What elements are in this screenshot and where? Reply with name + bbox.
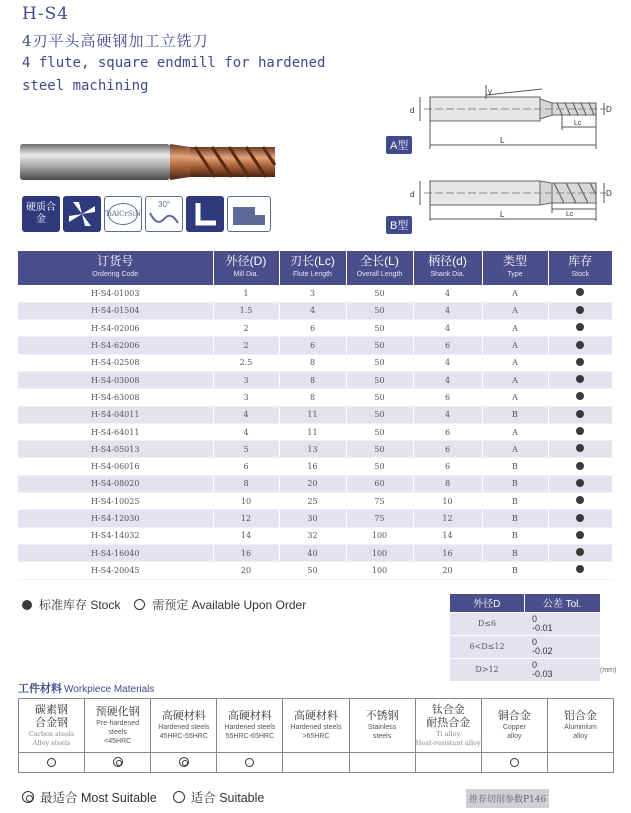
- table-cell: 10: [213, 493, 279, 510]
- stock-cell: [548, 302, 612, 319]
- suitability-cell: [85, 753, 151, 773]
- table-cell: H-S4-03008: [18, 371, 213, 388]
- table-cell: 6: [213, 458, 279, 475]
- material-name-cn: 高硬材料: [161, 710, 206, 722]
- col-shank-dia: [413, 251, 482, 285]
- table-cell: H-S4-08020: [18, 475, 213, 492]
- table-cell: 6: [413, 441, 482, 458]
- four-flute-icon: [63, 196, 101, 232]
- material-name-en: Ti alloy: [436, 729, 461, 738]
- material-name-en: Copper: [502, 724, 526, 731]
- col-cn: 订货号: [97, 254, 134, 268]
- table-cell: H-S4-12030: [18, 510, 213, 527]
- tolerance-table-body: [450, 612, 600, 681]
- table-cell: 75: [346, 510, 413, 527]
- stock-order-label: 需预定 Available Upon Order: [152, 598, 307, 612]
- material-name-en: Carbon steels: [28, 729, 75, 738]
- material-cell: [85, 699, 151, 753]
- most-suitable-icon: [22, 791, 34, 803]
- table-cell: 2: [213, 320, 279, 337]
- type-a-tag: A型: [386, 136, 412, 154]
- table-cell: B: [482, 475, 548, 492]
- table-cell: H-S4-01504: [18, 302, 213, 319]
- material-name-en: Hardened steels: [290, 724, 342, 731]
- dim-L-b: L: [500, 210, 505, 219]
- suitable-icon: [47, 758, 56, 767]
- table-cell: 20: [279, 475, 346, 492]
- table-cell: H-S4-02508: [18, 354, 213, 371]
- col-mill-dia: [213, 251, 279, 285]
- stock-cell: [548, 320, 612, 337]
- dim-Lc-b: Lc: [566, 211, 574, 218]
- tolerance-row: [450, 635, 600, 658]
- ordering-table-body: [18, 285, 612, 579]
- drawing-type-b: [402, 173, 617, 225]
- tolerance-upper: 0: [532, 613, 538, 624]
- table-row: [18, 423, 612, 440]
- dim-D-a: D: [606, 105, 612, 114]
- stock-cell: [548, 371, 612, 388]
- table-cell: 16: [413, 544, 482, 561]
- table-cell: 1.5: [213, 302, 279, 319]
- material-name-en: >65HRC: [302, 733, 330, 740]
- table-cell: 16: [279, 458, 346, 475]
- suitability-legend: [22, 788, 264, 806]
- tolerance-value: [524, 612, 600, 635]
- stock-dot-icon: [576, 427, 584, 435]
- col-cn: 类型: [502, 254, 527, 268]
- suitable-icon: [245, 758, 254, 767]
- table-cell: 14: [213, 527, 279, 544]
- table-cell: 5: [213, 441, 279, 458]
- drawing-type-a: [402, 85, 617, 155]
- stock-cell: [548, 544, 612, 561]
- table-cell: 50: [346, 285, 413, 302]
- table-row: [18, 389, 612, 406]
- table-cell: 6: [279, 337, 346, 354]
- col-flute-length: [279, 251, 346, 285]
- suitability-cell: [217, 753, 283, 773]
- table-row: [18, 562, 612, 579]
- table-row: [18, 285, 612, 302]
- stock-cell: [548, 337, 612, 354]
- dim-L-a: L: [500, 136, 505, 145]
- stock-dot-icon: [576, 514, 584, 522]
- material-name-en: Stainless: [367, 724, 397, 731]
- table-cell: 3: [279, 285, 346, 302]
- suitability-cell: [415, 753, 481, 773]
- table-cell: 75: [346, 493, 413, 510]
- product-title-en: 4 flute, square endmill for hardened steel machining: [22, 55, 326, 94]
- tolerance-value: [524, 635, 600, 658]
- table-row: [18, 406, 612, 423]
- table-cell: H-S4-63008: [18, 389, 213, 406]
- material-cell: [217, 699, 283, 753]
- stock-dot-icon: [576, 375, 584, 383]
- table-cell: 50: [346, 458, 413, 475]
- table-cell: 50: [346, 441, 413, 458]
- stock-cell: [548, 406, 612, 423]
- table-cell: 50: [346, 406, 413, 423]
- col-cn: 外径(D): [225, 254, 267, 268]
- stock-dot-icon: [576, 288, 584, 296]
- ordering-table-header: [18, 251, 612, 285]
- workpiece-table: [18, 698, 614, 773]
- table-cell: H-S4-05013: [18, 441, 213, 458]
- table-cell: H-S4-64011: [18, 423, 213, 440]
- suitability-cell: [19, 753, 85, 773]
- suitability-cell: [547, 753, 613, 773]
- material-name-en: alloy: [573, 733, 588, 740]
- table-cell: 4: [213, 406, 279, 423]
- stock-cell: [548, 389, 612, 406]
- table-cell: H-S4-20045: [18, 562, 213, 579]
- endmill-photo: [20, 138, 278, 186]
- stock-cell: [548, 354, 612, 371]
- stock-dot-icon: [576, 565, 584, 573]
- table-cell: A: [482, 337, 548, 354]
- table-cell: 14: [413, 527, 482, 544]
- table-cell: 11: [279, 423, 346, 440]
- material-name-en: alloy: [507, 733, 522, 740]
- helix-angle-icon: [145, 196, 183, 232]
- col-cn: 刃长(Lc): [290, 254, 335, 268]
- stock-cell: [548, 423, 612, 440]
- stock-legend: [22, 596, 306, 613]
- table-cell: 8: [279, 371, 346, 388]
- suitability-cell: [481, 753, 547, 773]
- table-row: [18, 354, 612, 371]
- table-row: [18, 527, 612, 544]
- table-cell: H-S4-01003: [18, 285, 213, 302]
- table-cell: 12: [213, 510, 279, 527]
- table-cell: A: [482, 320, 548, 337]
- stock-standard-label: 标准库存 Stock: [39, 598, 121, 612]
- tolerance-table: [450, 594, 601, 681]
- coating-icon-label: TiAlCrSiN: [104, 210, 142, 218]
- table-cell: 6: [413, 389, 482, 406]
- feature-icons: [22, 196, 271, 232]
- table-cell: 13: [279, 441, 346, 458]
- stock-dot-icon: [576, 341, 584, 349]
- table-cell: A: [482, 423, 548, 440]
- col-en: Overall Length: [356, 271, 403, 278]
- table-cell: 2: [213, 337, 279, 354]
- hardened-alloy-icon: 硬质合金: [22, 196, 60, 232]
- table-cell: 8: [413, 475, 482, 492]
- table-cell: A: [482, 441, 548, 458]
- stock-cell: [548, 527, 612, 544]
- tolerance-upper: 0: [532, 636, 538, 647]
- material-cell: [415, 699, 481, 753]
- table-cell: 1: [213, 285, 279, 302]
- stock-cell: [548, 458, 612, 475]
- material-cell: [283, 699, 349, 753]
- material-name-en: <45HRC: [104, 737, 132, 745]
- material-name-cn: 预硬化钢: [95, 705, 140, 718]
- table-cell: 60: [346, 475, 413, 492]
- stock-cell: [548, 562, 612, 579]
- table-cell: A: [482, 389, 548, 406]
- table-cell: 20: [213, 562, 279, 579]
- stock-cell: [548, 475, 612, 492]
- table-cell: A: [482, 302, 548, 319]
- material-name-cn: 合金钢: [35, 716, 69, 729]
- material-name-cn: 耐热合金: [426, 716, 471, 729]
- table-cell: 12: [413, 510, 482, 527]
- tolerance-lower: -0.01: [532, 622, 553, 633]
- dim-d-b: d: [410, 190, 415, 199]
- table-cell: H-S4-02006: [18, 320, 213, 337]
- table-row: [18, 510, 612, 527]
- material-name-cn: 钛合金: [431, 703, 465, 716]
- material-cell: [349, 699, 415, 753]
- tol-col-dia: 外径D: [450, 594, 524, 612]
- table-cell: 50: [346, 371, 413, 388]
- table-cell: A: [482, 354, 548, 371]
- unit-label: (mm): [600, 667, 617, 674]
- col-en: Shank Dia.: [430, 271, 465, 278]
- col-type: [482, 251, 548, 285]
- most-suitable-icon: [113, 757, 123, 767]
- tolerance-lower: -0.02: [532, 645, 553, 656]
- table-cell: 4: [413, 302, 482, 319]
- table-cell: B: [482, 493, 548, 510]
- table-cell: B: [482, 458, 548, 475]
- table-cell: 2.5: [213, 354, 279, 371]
- table-cell: A: [482, 285, 548, 302]
- table-cell: 50: [346, 354, 413, 371]
- table-row: [18, 320, 612, 337]
- table-row: [18, 371, 612, 388]
- tolerance-row: [450, 612, 600, 635]
- material-cell: [19, 699, 85, 753]
- col-cn: 柄径(d): [428, 254, 467, 268]
- stock-dot-icon: [576, 323, 584, 331]
- material-cell: [151, 699, 217, 753]
- product-title-cn: 4刃平头高硬钢加工立铣刀: [22, 32, 209, 50]
- table-cell: 30: [279, 510, 346, 527]
- tolerance-upper: 0: [532, 659, 538, 670]
- table-cell: 100: [346, 562, 413, 579]
- dim-D-b: D: [606, 189, 612, 198]
- col-en: Type: [507, 271, 523, 278]
- material-name-en: 45HRC-55HRC: [159, 733, 208, 740]
- table-cell: 50: [346, 337, 413, 354]
- table-cell: 4: [413, 354, 482, 371]
- coating-icon: [104, 196, 142, 232]
- table-row: [18, 544, 612, 561]
- material-name-en: steels: [108, 728, 127, 736]
- table-row: [18, 337, 612, 354]
- col-cn: 全长(L): [360, 254, 399, 268]
- material-name-cn: 铝合金: [563, 710, 597, 722]
- material-name-cn: 高硬材料: [227, 710, 272, 722]
- stock-dot-icon: [576, 410, 584, 418]
- table-cell: 50: [346, 302, 413, 319]
- table-row: [18, 493, 612, 510]
- stock-dot-icon: [22, 600, 32, 610]
- material-name-en: Alloy steels: [32, 738, 71, 747]
- suitable-icon: [173, 791, 185, 803]
- table-cell: 3: [213, 389, 279, 406]
- table-cell: 6: [413, 337, 482, 354]
- table-cell: H-S4-62006: [18, 337, 213, 354]
- col-en: Ordering Code: [92, 271, 139, 278]
- table-cell: 25: [279, 493, 346, 510]
- table-cell: 6: [413, 423, 482, 440]
- table-row: [18, 441, 612, 458]
- material-name-cn: 碳素钢: [35, 703, 69, 716]
- stock-dot-icon: [576, 444, 584, 452]
- type-b-tag: B型: [386, 216, 412, 234]
- table-cell: 40: [279, 544, 346, 561]
- table-cell: H-S4-04011: [18, 406, 213, 423]
- material-cell: [547, 699, 613, 753]
- suitability-cell: [283, 753, 349, 773]
- stock-cell: [548, 510, 612, 527]
- suitability-cell: [349, 753, 415, 773]
- material-name-en: 55HRC-65HRC: [225, 733, 274, 740]
- table-cell: B: [482, 544, 548, 561]
- col-en: Flute Length: [293, 271, 332, 278]
- table-cell: H-S4-06016: [18, 458, 213, 475]
- tolerance-range: D≤6: [450, 612, 524, 635]
- most-suitable-label: 最适合 Most Suitable: [40, 791, 157, 805]
- table-cell: B: [482, 527, 548, 544]
- material-name-en: Aluminium: [564, 724, 597, 731]
- suitability-cell: [151, 753, 217, 773]
- table-cell: 4: [413, 285, 482, 302]
- table-cell: B: [482, 510, 548, 527]
- table-cell: 100: [346, 527, 413, 544]
- most-suitable-icon: [179, 757, 189, 767]
- suitable-icon: [510, 758, 519, 767]
- stock-cell: [548, 441, 612, 458]
- material-name-en: Pre-hardened: [96, 719, 140, 727]
- workpiece-suitability-row: [19, 753, 614, 773]
- col-en: Mill Dia.: [233, 271, 259, 278]
- tolerance-value: [524, 658, 600, 681]
- square-end-icon: [186, 196, 224, 232]
- tolerance-range: D>12: [450, 658, 524, 681]
- col-en: Stock: [571, 271, 589, 278]
- table-cell: 8: [279, 354, 346, 371]
- dim-gamma-a: γ: [488, 87, 492, 96]
- stock-dot-icon: [576, 479, 584, 487]
- material-name-en: steels: [372, 733, 392, 740]
- table-cell: 8: [279, 389, 346, 406]
- material-cell: [481, 699, 547, 753]
- stock-cell: [548, 493, 612, 510]
- table-cell: 32: [279, 527, 346, 544]
- table-cell: H-S4-10025: [18, 493, 213, 510]
- material-name-cn: 铜合金: [497, 710, 531, 722]
- order-circle-icon: [134, 599, 145, 610]
- table-cell: 50: [346, 389, 413, 406]
- table-cell: 4: [279, 302, 346, 319]
- table-row: [18, 458, 612, 475]
- tolerance-lower: -0.03: [532, 668, 553, 679]
- table-cell: 3: [213, 371, 279, 388]
- col-overall-length: [346, 251, 413, 285]
- dim-Lc-a: Lc: [574, 120, 582, 127]
- table-cell: 50: [346, 320, 413, 337]
- table-cell: 50: [346, 423, 413, 440]
- workpiece-title: [18, 680, 154, 696]
- table-cell: H-S4-16040: [18, 544, 213, 561]
- table-cell: 11: [279, 406, 346, 423]
- stock-dot-icon: [576, 358, 584, 366]
- workpiece-materials-row: [19, 699, 614, 753]
- table-cell: 6: [413, 458, 482, 475]
- cutting-params-reference: 推荐切削参数P146: [466, 789, 549, 808]
- col-cn: 库存: [568, 254, 593, 268]
- table-cell: H-S4-14032: [18, 527, 213, 544]
- helix-angle-label: 30°: [158, 200, 171, 209]
- table-cell: 4: [413, 371, 482, 388]
- table-cell: 16: [213, 544, 279, 561]
- table-row: [18, 475, 612, 492]
- table-cell: B: [482, 562, 548, 579]
- table-row: [18, 302, 612, 319]
- workpiece-title-cn: 工件材料: [18, 683, 62, 695]
- stock-dot-icon: [576, 306, 584, 314]
- dim-d-a: d: [410, 106, 415, 115]
- table-cell: B: [482, 406, 548, 423]
- tolerance-range: 6<D≤12: [450, 635, 524, 658]
- material-name-en: Hardened steels: [158, 724, 210, 731]
- table-cell: 100: [346, 544, 413, 561]
- material-name-en: Heat-resistant alloy: [415, 738, 481, 747]
- col-ordering-code: [18, 251, 213, 285]
- table-cell: 4: [413, 320, 482, 337]
- table-cell: 20: [413, 562, 482, 579]
- table-cell: A: [482, 371, 548, 388]
- product-code: H-S4: [22, 4, 70, 24]
- stock-dot-icon: [576, 392, 584, 400]
- flat-shank-icon: [227, 196, 271, 232]
- table-cell: 50: [279, 562, 346, 579]
- table-cell: 6: [279, 320, 346, 337]
- table-cell: 4: [413, 406, 482, 423]
- stock-dot-icon: [576, 496, 584, 504]
- ordering-table: [18, 251, 613, 580]
- material-name-en: Hardened steels: [224, 724, 276, 731]
- table-cell: 4: [213, 423, 279, 440]
- stock-dot-icon: [576, 531, 584, 539]
- tolerance-row: [450, 658, 600, 681]
- stock-cell: [548, 285, 612, 302]
- material-name-cn: 不锈钢: [365, 710, 399, 722]
- workpiece-title-en: Workpiece Materials: [64, 684, 155, 695]
- material-name-cn: 高硬材料: [293, 710, 338, 722]
- stock-dot-icon: [576, 548, 584, 556]
- table-cell: 10: [413, 493, 482, 510]
- suitable-label: 适合 Suitable: [190, 791, 265, 805]
- stock-dot-icon: [576, 462, 584, 470]
- col-stock: [548, 251, 612, 285]
- tol-col-tol: 公差 Tol.: [524, 594, 600, 612]
- table-cell: 8: [213, 475, 279, 492]
